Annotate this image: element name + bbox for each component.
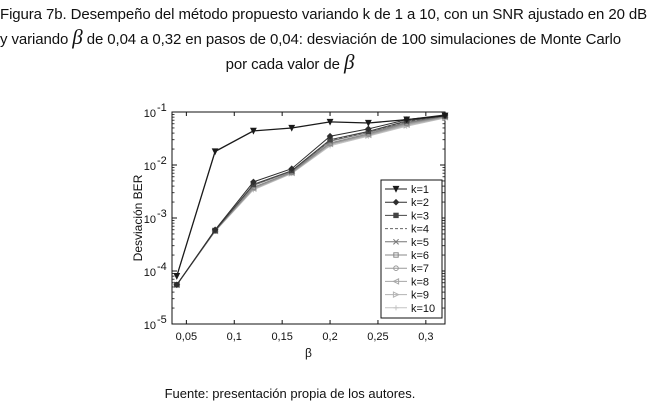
legend-label: k=8 [411, 276, 430, 289]
y-tick-label: 10 [143, 108, 156, 120]
caption-beta-symbol-2: β [343, 50, 355, 74]
caption-line-3-a: por cada valor de [225, 56, 344, 73]
y-tick-label: 10 [143, 320, 156, 332]
data-point [289, 125, 294, 130]
legend [381, 180, 442, 318]
legend-label: k=9 [411, 289, 430, 302]
data-point [213, 149, 218, 154]
data-point [366, 120, 371, 125]
y-tick-label-exponent: -1 [157, 102, 167, 114]
x-tick-label: 0,1 [226, 331, 242, 343]
y-axis-label: Desviación BER [131, 174, 145, 262]
y-tick-label-exponent: -5 [157, 314, 167, 326]
legend-label: k=1 [411, 184, 430, 196]
legend-label: k=4 [411, 223, 430, 236]
x-tick-label: 0,05 [175, 331, 198, 343]
y-tick-label-exponent: -4 [157, 261, 167, 273]
source-note: Fuente: presentación propia de los autores. [164, 386, 416, 401]
data-point [327, 119, 332, 124]
data-point [174, 274, 179, 279]
y-tick-label: 10 [143, 214, 156, 226]
legend-label: k=7 [411, 263, 430, 276]
x-axis-label: β [305, 346, 312, 360]
legend-label: k=2 [411, 197, 430, 210]
x-tick-label: 0,3 [418, 331, 434, 343]
y-tick-label-exponent: -3 [157, 208, 167, 220]
legend-label: k=3 [411, 210, 430, 223]
caption-beta-symbol: β [72, 25, 83, 49]
caption-line-2-a: y variando [0, 31, 73, 48]
caption-line-1: Figura 7b. Desempeño del método propuesto variando k de 1 a 10, con un SNR ajustado en 20 dB [0, 6, 647, 23]
caption-line-2-b: de 0,04 a 0,32 en pasos de 0,04: desviación de 100 simulaciones de Monte Carlo [82, 31, 621, 48]
data-point [251, 128, 256, 133]
legend-label: k=6 [411, 250, 430, 262]
legend-swatch-marker [394, 213, 398, 217]
legend-label: k=5 [411, 236, 430, 249]
y-tick-label-exponent: -2 [157, 155, 167, 167]
x-tick-label: 0,15 [271, 331, 293, 343]
y-tick-label: 10 [143, 161, 156, 173]
x-tick-label: 0,2 [322, 331, 338, 343]
x-tick-label: 0,25 [367, 331, 389, 343]
y-tick-label: 10 [143, 267, 156, 279]
legend-label: k=10 [411, 302, 436, 315]
